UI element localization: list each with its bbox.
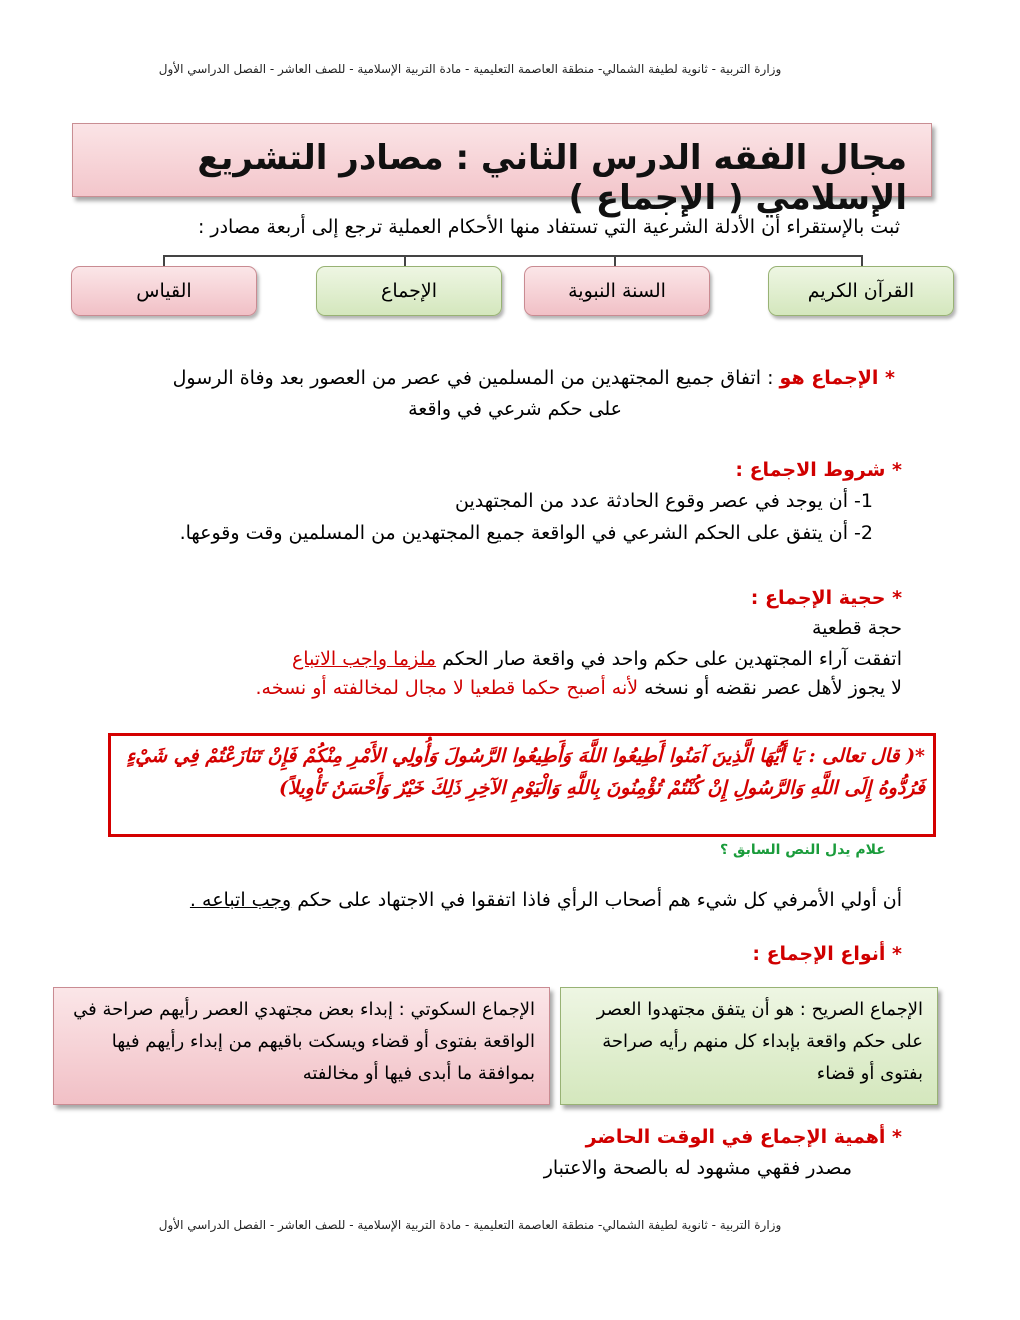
definition-text: : اتفاق جميع المجتهدين من المسلمين في عصر من العصور بعد وفاة الرسول <box>172 367 780 389</box>
authority-line-2 <box>292 644 902 674</box>
title-banner <box>72 123 932 218</box>
intro-text: ثبت بالإستقراء أن الأدلة الشرعية التي تستفاد منها الأحكام العملية ترجع إلى أربعة مصادر : <box>197 216 900 238</box>
silent-consensus-box <box>53 987 550 1105</box>
verse-box <box>108 733 936 837</box>
definition-label: * الإجماع هو <box>779 367 895 389</box>
authority-heading: * حجية الإجماع : <box>750 587 902 609</box>
condition-item: 2- أن يتفق على الحكم الشرعي في الواقعة جميع المجتهدين من المسلمين وقت وقوعها. <box>179 522 873 544</box>
source-sunnah: السنة النبوية <box>524 266 710 316</box>
source-ijma: الإجماع <box>316 266 502 316</box>
definition <box>105 363 895 393</box>
source-qiyas: القياس <box>71 266 257 316</box>
importance-heading: * أهمية الإجماع في الوقت الحاضر <box>585 1126 902 1148</box>
silent-consensus-text: الإجماع السكوتي : إبداء بعض مجتهدي العصر رأيهم صراحة في الواقعة بفتوى أو قضاء ويسكت باقيهم من إبداء رأيهم فيها بموافقة ما أبدى فيها أو مخالفته <box>73 999 535 1084</box>
question: علام يدل النص السابق ؟ <box>720 842 886 858</box>
authority-line-2-text: اتفقت آراء المجتهدين على حكم واحد في واقعة صار الحكم <box>436 648 902 670</box>
condition-item: 1- أن يوجد في عصر وقوع الحادثة عدد من المجتهدين <box>455 490 873 512</box>
source-quran: القرآن الكريم <box>768 266 954 316</box>
tree-connector <box>163 255 863 257</box>
answer <box>190 885 902 915</box>
authority-line-3-red: لأنه أصبح حكما قطعيا لا مجال لمخالفته أو نسخه. <box>255 677 639 699</box>
page-footer: وزارة التربية - ثانوية لطيفة الشمالي- منطقة العاصمة التعليمية - مادة التربية الإسلامية - للصف العاشر - الفصل الدراسي الأول <box>158 1218 782 1232</box>
answer-underlined: وجب اتباعه . <box>189 889 292 911</box>
quran-verse: *( قال تعالى : يَا أَيُّهَا الَّذِينَ آمَنُوا أَطِيعُوا اللَّهَ وَأَطِيعُوا الرَّسُولَ وَأُولِي الأَمْرِ مِنْكُمْ فَإِنْ تَنَازَعْتُمْ فِي شَيْءٍ فَرُدُّوهُ إِلَى اللَّهِ وَالرَّسُولِ إِنْ كُنْتُمْ تُؤْمِنُونَ بِاللَّهِ وَالْيَوْمِ الآخِرِ ذَلِكَ خَيْرٌ وَأَحْسَنُ تَأْوِيلاً) <box>126 745 925 799</box>
page-header: وزارة التربية - ثانوية لطيفة الشمالي- منطقة العاصمة التعليمية - مادة التربية الإسلامية - للصف العاشر - الفصل الدراسي الأول <box>158 62 782 76</box>
explicit-consensus-text: الإجماع الصريح : هو أن يتفق مجتهدوا العصر على حكم واقعة بإبداء كل منهم رأيه صراحة بفتوى أو قضاء <box>596 999 923 1084</box>
authority-line-1: حجة قطعية <box>812 617 902 639</box>
page-title: مجال الفقه الدرس الثاني : مصادر التشريع الإسلامي ( الإجماع ) <box>197 138 907 218</box>
explicit-consensus-box <box>560 987 938 1105</box>
authority-line-3-text: لا يجوز لأهل عصر نقضه أو نسخه <box>638 677 902 699</box>
authority-line-2-red: ملزما واجب الاتباع <box>291 648 437 670</box>
importance-text: مصدر فقهي مشهود له بالصحة والاعتبار <box>543 1157 852 1179</box>
answer-text: أن أولي الأمرفي كل شيء هم أصحاب الرأي فاذا اتفقوا في الاجتهاد على حكم <box>291 889 902 911</box>
authority-line-3 <box>255 673 902 703</box>
conditions-heading: * شروط الاجماع : <box>735 459 902 481</box>
types-heading: * أنواع الإجماع : <box>752 943 902 965</box>
definition-text-2: على حكم شرعي في واقعة <box>408 398 622 420</box>
